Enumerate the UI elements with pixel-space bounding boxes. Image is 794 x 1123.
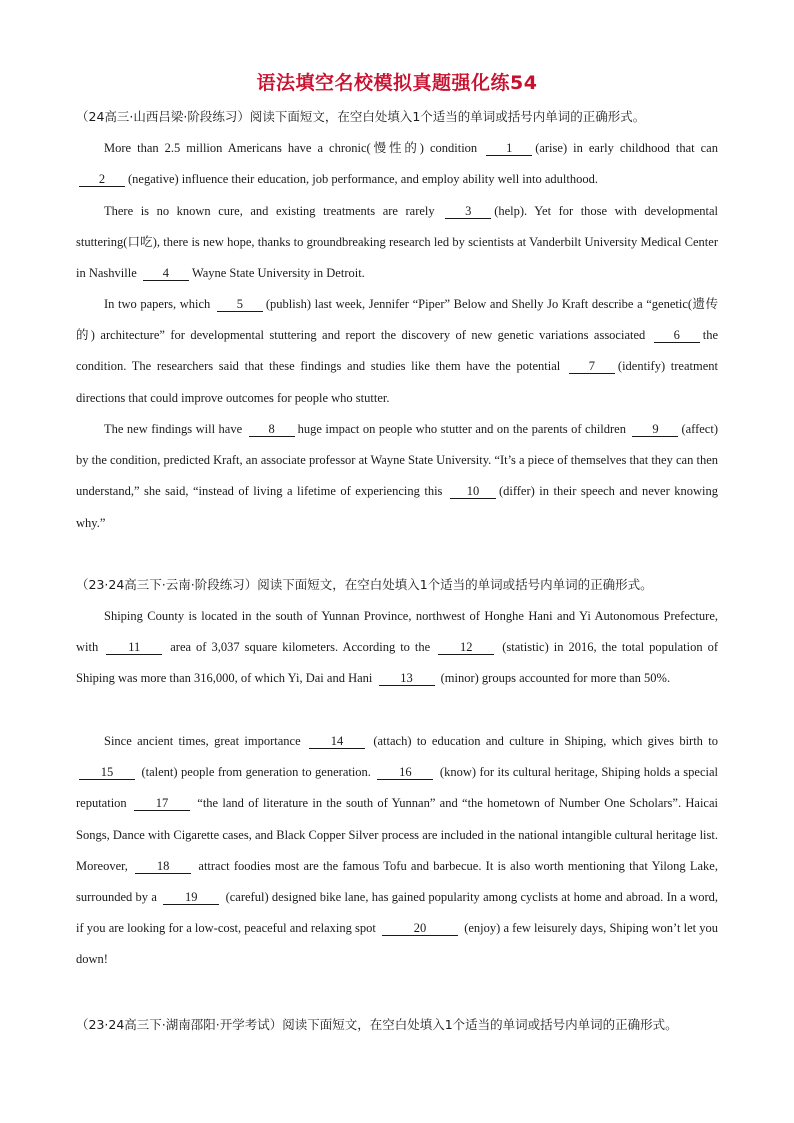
paragraph-text: (know) for its cultural heritage, Shiping holds a special reputation (76, 765, 719, 811)
paragraph-text: (help). Yet for those with developmental stuttering(口吃), there is new hope, thanks to groundbreaking research led by scientists at Vanderbilt University Medical Center in Nashville (76, 204, 718, 281)
blank-4[interactable]: 4 (143, 266, 189, 281)
paragraph-text: (statistic) in 2016, the total population of Shiping was more than 316,000, of which Yi, Dai and Hani (76, 640, 718, 686)
section-1-source: （24高三·山西吕梁·阶段练习）阅读下面短文，在空白处填入1个适当的单词或括号内单词的正确形式。 (76, 109, 646, 124)
blank-7[interactable]: 7 (569, 359, 615, 374)
blank-17[interactable]: 17 (134, 796, 190, 811)
paragraph-text: (identify) treatment directions that could improve outcomes for people who stutter. (76, 359, 718, 405)
paragraph-text: Wayne State University in Detroit. (191, 266, 365, 281)
paragraph-text: (enjoy) a few leisurely days, Shiping won’t let you down! (76, 921, 719, 967)
blank-11[interactable]: 11 (106, 640, 162, 655)
section-2-source: （23·24高三下·云南·阶段练习）阅读下面短文，在空白处填入1个适当的单词或括号内单词的正确形式。 (76, 577, 653, 592)
blank-14[interactable]: 14 (309, 734, 365, 749)
paragraph-text: There is no known cure, and existing treatments are rarely (104, 204, 443, 218)
section-3-source: （23·24高三下·湖南邵阳·开学考试）阅读下面短文，在空白处填入1个适当的单词或括号内单词的正确形式。 (76, 1017, 678, 1032)
paragraph-text: Since ancient times, great importance (104, 734, 306, 748)
blank-19[interactable]: 19 (163, 890, 219, 905)
paragraph-text: (careful) designed bike lane, has gained popularity among cyclists at home and abroad. In a word, if you are looking for a low-cost, peaceful and relaxing spot (76, 890, 718, 936)
paragraph-text: area of 3,037 square kilometers. According to the (165, 640, 436, 655)
blank-6[interactable]: 6 (654, 328, 700, 343)
section-1-paragraph-4 (76, 414, 718, 539)
blank-12[interactable]: 12 (438, 640, 494, 655)
blank-2[interactable]: 2 (79, 172, 125, 187)
blank-20[interactable]: 20 (382, 921, 458, 936)
paragraph-text: More than 2.5 million Americans have a chronic(慢性的) condition (104, 141, 484, 155)
paragraph-text: “the land of literature in the south of Yunnan” and “the hometown of Number One Scholars”. Haicai Songs, Dance with Cigarette cases, and Black Copper Silver process are included in the national intangible cultural heritage list. Moreover, (76, 796, 718, 873)
paragraph-text: (attach) to education and culture in Shiping, which gives birth to (367, 734, 718, 748)
paragraph-text: Shiping County is located in the south of Yunnan Province, northwest of Honghe Hani and Yi Autonomous Prefecture, with (76, 609, 718, 655)
paragraph-text: (arise) in early childhood that can (535, 141, 718, 155)
blank-9[interactable]: 9 (632, 422, 678, 437)
paragraph-text: the condition. The researchers said that these findings and studies like them have the potential (76, 328, 718, 374)
blank-18[interactable]: 18 (135, 859, 191, 874)
page-title: 语法填空名校模拟真题强化练54 (256, 72, 538, 94)
blank-1[interactable]: 1 (486, 141, 532, 156)
paragraph-text: (publish) last week, Jennifer “Piper” Below and Shelly Jo Kraft describe a “genetic(遗传的) architecture” for developmental stuttering and report the discovery of new genetic variations associated (76, 297, 718, 343)
section-2-paragraph-2 (76, 726, 718, 976)
paragraph-text: In two papers, which (104, 297, 214, 311)
section-1-paragraph-2 (76, 196, 718, 290)
blank-8[interactable]: 8 (249, 422, 295, 437)
section-1-paragraph-3 (76, 289, 718, 414)
paragraph-text: The new findings will have (104, 422, 246, 436)
section-1-paragraph-1 (76, 133, 718, 195)
paragraph-text: (affect) by the condition, predicted Kraft, an associate professor at Wayne State University. “It’s a piece of themselves that they can then understand,” she said, “instead of living a lifetime of experiencing this (76, 422, 718, 499)
paragraph-text: (differ) in their speech and never knowing why.” (76, 484, 718, 530)
blank-10[interactable]: 10 (450, 484, 496, 499)
paragraph-text: (talent) people from generation to generation. (138, 765, 375, 780)
blank-3[interactable]: 3 (445, 204, 491, 219)
blank-16[interactable]: 16 (377, 765, 433, 780)
paragraph-text: (minor) groups accounted for more than 50%. (437, 671, 671, 686)
blank-15[interactable]: 15 (79, 765, 135, 780)
blank-13[interactable]: 13 (379, 671, 435, 686)
paragraph-text: huge impact on people who stutter and on the parents of children (297, 422, 630, 436)
blank-5[interactable]: 5 (217, 297, 263, 312)
paragraph-text: attract foodies most are the famous Tofu and barbecue. It is also worth mentioning that Yilong Lake, surrounded by a (76, 858, 718, 905)
paragraph-text: (negative) influence their education, job performance, and employ ability well into adulthood. (128, 172, 598, 187)
section-2-paragraph-1 (76, 601, 718, 695)
